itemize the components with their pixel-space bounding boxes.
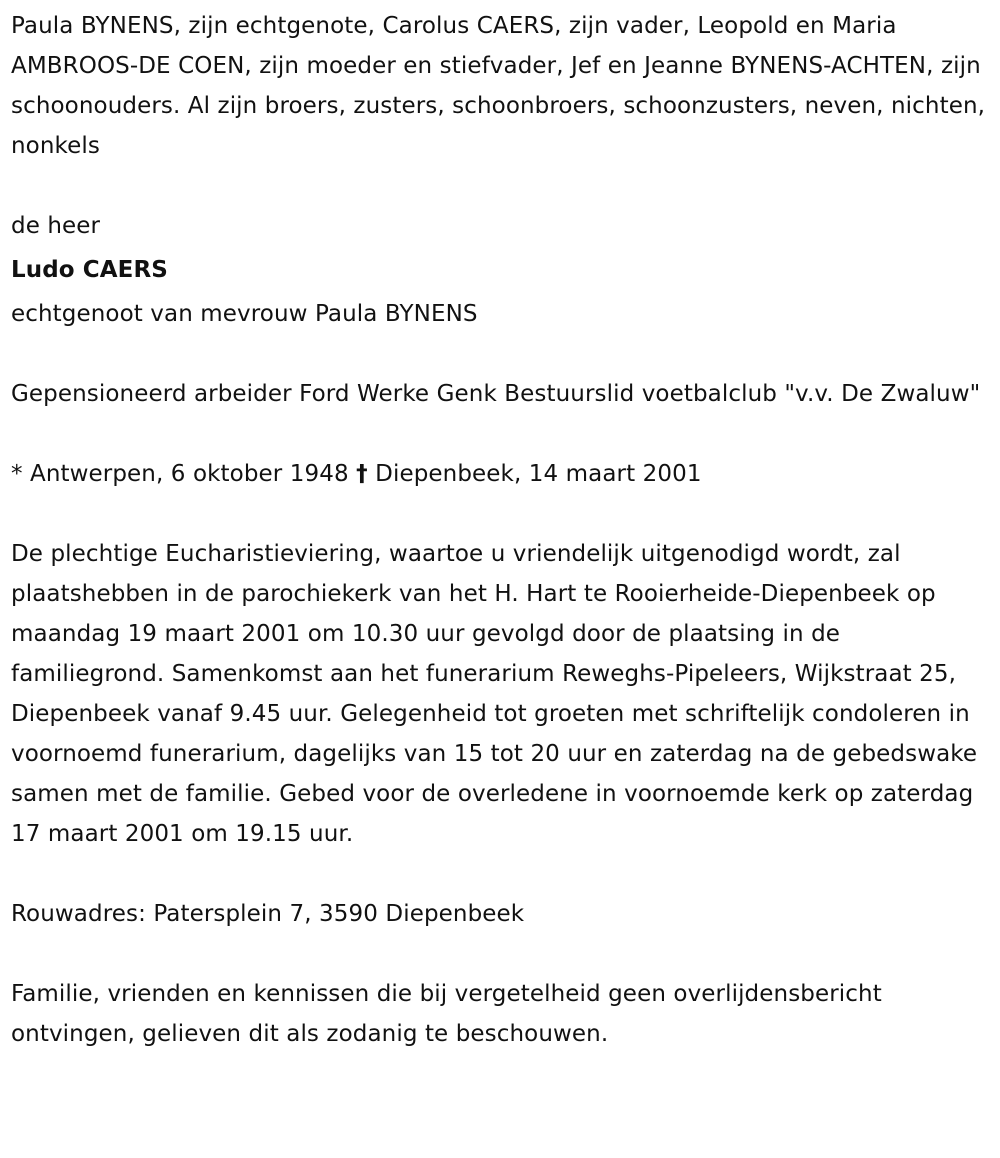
spouse-line: echtgenoot van mevrouw Paula BYNENS [11,301,478,327]
spacer [11,334,988,374]
death-info: Diepenbeek, 14 maart 2001 [375,461,702,487]
closing-note: Familie, vrienden en kennissen die bij vergetelheid geen overlijdensbericht ontvingen, gelieven dit als zodanig te beschouwen. [11,981,882,1047]
family-intro: Paula BYNENS, zijn echtgenote, Carolus CAERS, zijn vader, Leopold en Maria AMBROOS-DE COEN, zijn moeder en stiefvader, Jef en Jeanne BYNENS-ACHTEN, zijn schoonouders. Al zijn broers, zusters, schoonbroers, schoonzusters, neven, nichten, nonkels [11,13,986,159]
death-cross-icon: † [356,461,368,487]
birth-info: * Antwerpen, 6 oktober 1948 [11,461,349,487]
spacer [11,166,988,206]
spacer [11,934,988,974]
spacer [11,854,988,894]
spacer [11,494,988,534]
deceased-name: Ludo CAERS [11,257,168,283]
occupation: Gepensioneerd arbeider Ford Werke Genk Bestuurslid voetbalclub "v.v. De Zwaluw" [11,381,981,407]
spacer [11,414,988,454]
service-details: De plechtige Eucharistieviering, waartoe u vriendelijk uitgenodigd wordt, zal plaatshebben in de parochiekerk van het H. Hart te Rooierheide-Diepenbeek op maandag 19 maart 2001 om 10.30 uur gevolgd door de plaatsing in de familiegrond. Samenkomst aan het funerarium Reweghs-Pipeleers, Wijkstraat 25, Diepenbeek vanaf 9.45 uur. Gelegenheid tot groeten met schriftelijk condoleren in voornoemd funerarium, dagelijks van 15 tot 20 uur en zaterdag na de gebedswake samen met de familie. Gebed voor de overledene in voornoemde kerk op zaterdag 17 maart 2001 om 19.15 uur. [11,541,978,847]
honorific: de heer [11,213,101,239]
mourning-address: Rouwadres: Patersplein 7, 3590 Diepenbeek [11,901,525,927]
birth-death-line [11,454,988,494]
